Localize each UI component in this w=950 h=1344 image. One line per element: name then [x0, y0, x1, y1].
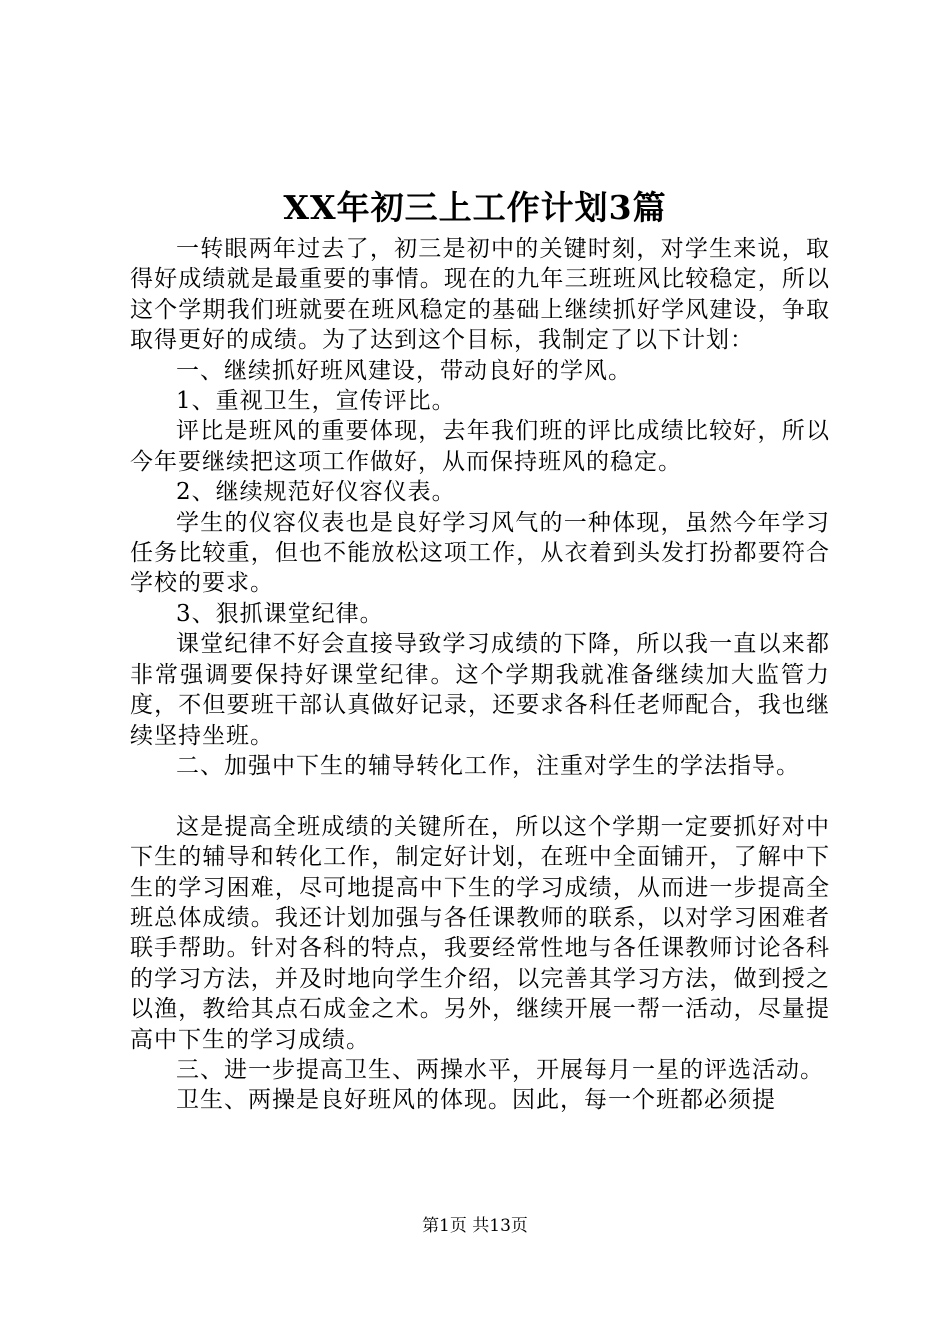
heading-section-3: 三、进一步提高卫生、两操水平，开展每月一星的评选活动。: [176, 1056, 824, 1083]
paragraph-intro: 一转眼两年过去了，初三是初中的关键时刻，对学生来说，取得好成绩就是最重要的事情。现在的九年三班班风比较稳定，所以这个学期我们班就要在班风稳定的基础上继续抓好学风建设，争取取得更好的成绩。为了达到这个目标，我制定了以下计划：: [130, 236, 830, 354]
paragraph-3: 卫生、两操是良好班风的体现。因此，每一个班都必须提: [176, 1087, 776, 1114]
page-footer: 第1页 共13页: [422, 1216, 528, 1236]
heading-section-2: 二、加强中下生的辅导转化工作，注重对学生的学法指导。: [176, 752, 800, 779]
subheading-1-1: 1、重视卫生，宣传评比。: [176, 388, 456, 415]
subheading-1-3: 3、狠抓课堂纪律。: [176, 600, 384, 627]
paragraph-1-1: 评比是班风的重要体现，去年我们班的评比成绩比较好，所以今年要继续把这项工作做好，从而保持班风的稳定。: [130, 418, 830, 475]
paragraph-2: 这是提高全班成绩的关键所在，所以这个学期一定要抓好对中下生的辅导和转化工作，制定好计划，在班中全面铺开，了解中下生的学习困难，尽可地提高中下生的学习成绩，从而进一步提高全班总体成绩。我还计划加强与各任课教师的联系，以对学习困难者联手帮助。针对各科的特点，我要经常性地与各任课教师讨论各科的学习方法，并及时地向学生介绍，以完善其学习方法，做到授之以渔，教给其点石成金之术。另外，继续开展一帮一活动，尽量提高中下生的学习成绩。: [130, 813, 830, 1053]
paragraph-1-2: 学生的仪容仪表也是良好学习风气的一种体现，虽然今年学习任务比较重，但也不能放松这项工作，从衣着到头发打扮都要符合学校的要求。: [130, 509, 830, 597]
heading-section-1: 一、继续抓好班风建设，带动良好的学风。: [176, 357, 632, 384]
subheading-1-2: 2、继续规范好仪容仪表。: [176, 479, 456, 506]
paragraph-1-3: 课堂纪律不好会直接导致学习成绩的下降，所以我一直以来都非常强调要保持好课堂纪律。这个学期我就准备继续加大监管力度，不但要班干部认真做好记录，还要求各科任老师配合，我也继续坚持坐班。: [130, 631, 830, 749]
blank-line: [130, 781, 830, 811]
document-title: XX年初三上工作计划3篇: [283, 188, 667, 227]
document-body: [130, 234, 830, 1116]
